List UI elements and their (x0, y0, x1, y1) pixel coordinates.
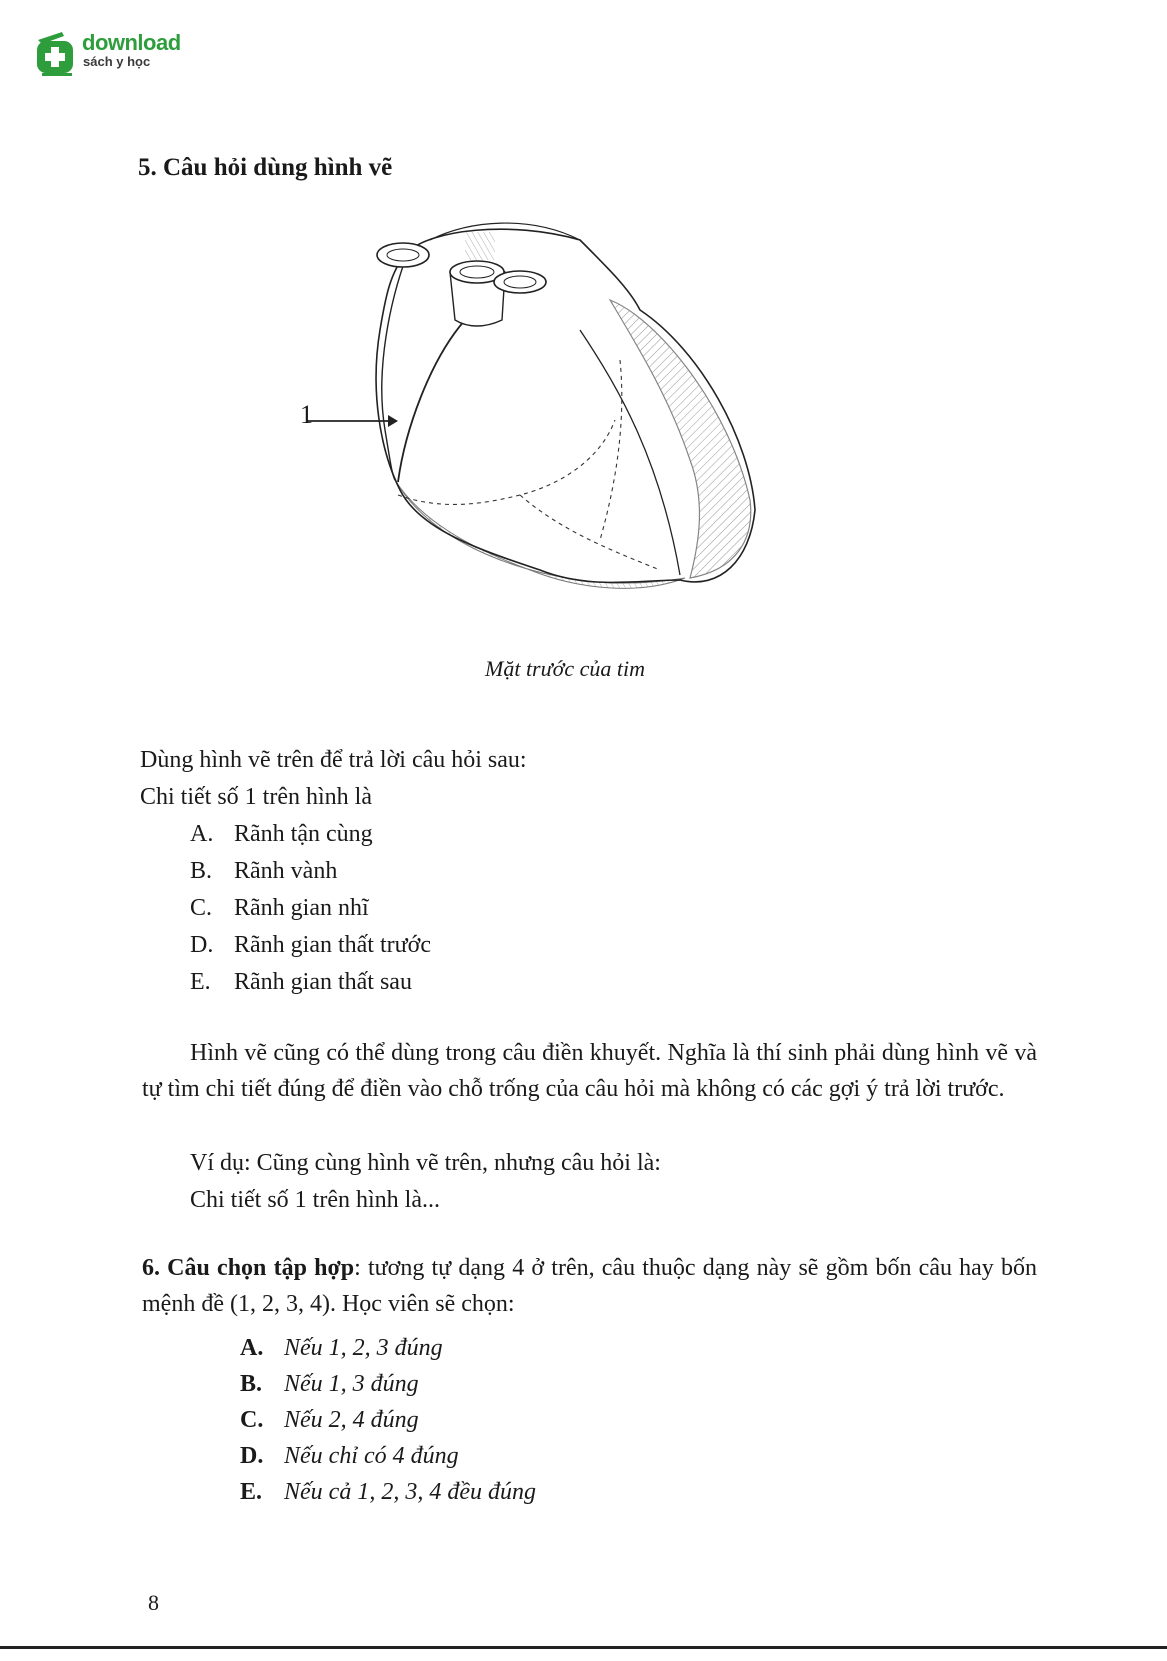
logo-subtitle: sách y học (83, 54, 151, 69)
option-d (190, 927, 431, 964)
option-text: Nếu cả 1, 2, 3, 4 đều đúng (284, 1479, 536, 1505)
option-letter: B. (190, 858, 213, 884)
section-6-heading (142, 1250, 1037, 1322)
page-number: 8 (148, 1590, 159, 1615)
option-text: Rãnh gian nhĩ (234, 895, 369, 921)
logo-title: download (82, 30, 181, 55)
option-b (240, 1366, 536, 1402)
section-6-title: 6. Câu chọn tập hợp (142, 1255, 355, 1281)
option-c (240, 1402, 536, 1438)
example-question: Chi tiết số 1 trên hình là... (190, 1187, 440, 1213)
option-e (190, 964, 431, 1001)
option-text: Rãnh gian thất trước (234, 932, 431, 958)
option-letter: D. (190, 932, 214, 958)
option-letter: C. (240, 1407, 264, 1433)
fill-in-paragraph: Hình vẽ cũng có thể dùng trong câu điền khuyết. Nghĩa là thí sinh phải dùng hình vẽ và tự tìm chi tiết đúng để điền vào chỗ trống của câu hỏi mà không có các gợi ý trả lời trước. (142, 1040, 1037, 1102)
option-text: Nếu chỉ có 4 đúng (284, 1443, 459, 1469)
option-letter: C. (190, 895, 213, 921)
question-text: Chi tiết số 1 trên hình là (140, 784, 372, 810)
figure-marker-1: 1 (300, 400, 313, 429)
option-text: Rãnh vành (234, 858, 338, 884)
medical-cross-icon (34, 28, 80, 78)
option-text: Nếu 1, 3 đúng (284, 1371, 419, 1397)
section-5-heading: 5. Câu hỏi dùng hình vẽ (138, 154, 393, 181)
option-text: Nếu 2, 4 đúng (284, 1407, 419, 1433)
section-5-options (190, 816, 431, 1001)
figure-caption: Mặt trước của tim (485, 656, 645, 681)
option-letter: E. (190, 969, 211, 995)
option-text: Rãnh gian thất sau (234, 969, 412, 995)
site-logo (34, 28, 204, 78)
example-intro: Ví dụ: Cũng cùng hình vẽ trên, nhưng câu hỏi là: (190, 1150, 661, 1176)
option-letter: A. (240, 1335, 264, 1361)
question-intro: Dùng hình vẽ trên để trả lời câu hỏi sau: (140, 747, 527, 773)
option-letter: A. (190, 821, 214, 847)
option-text: Rãnh tận cùng (234, 821, 373, 847)
option-e (240, 1474, 536, 1510)
section-6-options (240, 1330, 536, 1510)
option-d (240, 1438, 536, 1474)
option-letter: D. (240, 1443, 264, 1469)
option-b (190, 853, 431, 890)
option-letter: B. (240, 1371, 263, 1397)
page-bottom-border (0, 1646, 1167, 1649)
option-c (190, 890, 431, 927)
option-text: Nếu 1, 2, 3 đúng (284, 1335, 443, 1361)
heart-anterior-figure (280, 210, 800, 630)
option-letter: E. (240, 1479, 263, 1505)
option-a (240, 1330, 536, 1366)
section-6-description: : tương tự dạng 4 ở trên, câu thuộc dạng này sẽ gồm bốn câu hay bốn mệnh đề (1, 2, 3, 4). Học viên sẽ chọn: (142, 1255, 1037, 1317)
option-a (190, 816, 431, 853)
